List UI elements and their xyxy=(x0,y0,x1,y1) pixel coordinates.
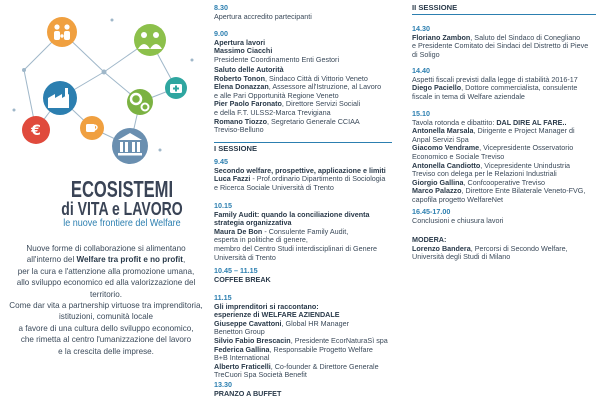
speaker-name: Massimo Ciacchi xyxy=(214,46,273,56)
agenda-item-conclusions xyxy=(412,208,596,225)
speaker-role: , Vicepresidente Osservatorio xyxy=(479,143,574,153)
speaker-name: Diego Paciello xyxy=(412,83,462,93)
gears-icon xyxy=(127,89,153,115)
agenda-title: Saluto delle Autorità xyxy=(214,65,284,74)
agenda-title: Apertura lavori xyxy=(214,37,266,47)
speaker-name: Floriano Zambon xyxy=(412,32,471,42)
agenda-item-second-welfare xyxy=(214,158,392,192)
speaker-role: di Soligo xyxy=(412,49,440,59)
agenda-item-coffee-break xyxy=(214,267,392,284)
intro-line: a favore di una cultura dello sviluppo economico, xyxy=(18,323,194,333)
agenda-title: Secondo welfare, prospettive, applicazione e limiti xyxy=(214,165,386,175)
agenda-time: 15.10 xyxy=(412,109,430,118)
speaker-name: Giuseppe Cavattoni xyxy=(214,318,282,328)
agenda-time: 11.15 xyxy=(214,293,232,302)
speaker-name: Romano Tiozzo xyxy=(214,116,267,126)
government-building-icon xyxy=(112,128,148,164)
speaker-role: Treviso con delega per le Relazioni Industriali xyxy=(412,169,557,179)
agenda-text: Aspetti fiscali previsti dalla legge di stabilità 2016-17 xyxy=(412,74,578,84)
brand-tagline: le nuove frontiere del Welfare xyxy=(63,218,181,229)
intro-line: allo sviluppo economico ed alla valorizzazione del territorio. xyxy=(16,278,196,299)
speaker-role: , Segretario Generale CCIAA xyxy=(266,116,360,126)
intro-line: che rimetta al centro l'umanizzazione del lavoro xyxy=(20,335,192,345)
agenda-time: 14.40 xyxy=(412,66,430,75)
speaker-role: , Presidente EcorNaturaSì spa xyxy=(290,335,388,345)
left-panel xyxy=(0,0,205,400)
speaker-role: , Direttore Servizi Sociali xyxy=(281,99,361,109)
agenda-item-greeting-conegliano xyxy=(412,25,596,59)
agenda-item-moderator xyxy=(412,236,596,262)
brand-title: ECOSISTEMI xyxy=(70,176,174,202)
agenda-time: 9.00 xyxy=(214,29,228,38)
agenda-time: 10.45 – 11.15 xyxy=(214,266,258,275)
brand-subtitle: di VITA e LAVORO xyxy=(61,199,183,219)
speaker-name: Federica Gallina xyxy=(214,344,270,354)
intro-line: per la cura e l'attenzione alla promozione umana, xyxy=(17,266,195,276)
speaker-role: , Dirigente e Project Manager di xyxy=(473,126,575,136)
speaker-role: , Responsabile Progetto Welfare xyxy=(269,344,373,354)
speaker-name: Giacomo Vendrame xyxy=(412,143,480,153)
agenda-time: 9.45 xyxy=(214,157,228,166)
speaker-role: , Dottore commercialista, consulente xyxy=(461,83,578,93)
speaker-role: , Assessore all'Istruzione, al Lavoro xyxy=(268,82,382,92)
intro-line: Nuove forme di collaborazione si alimentano xyxy=(26,244,186,253)
speaker-role: Economico e Sociale Treviso xyxy=(412,151,505,161)
speaker-role: B+B International xyxy=(214,353,270,363)
agenda-title: PRANZO A BUFFET xyxy=(214,388,282,398)
intro-text-span: , xyxy=(182,255,186,265)
intro-line: Come dar vita a partnership virtuose tra imprenditoria, xyxy=(9,301,203,311)
speaker-role: - Consulente Family Audit, xyxy=(262,226,349,236)
agenda-item-entrepreneurs xyxy=(214,294,392,380)
agenda-title: MODERA: xyxy=(412,235,447,244)
agenda-time: 14.30 xyxy=(412,24,430,33)
agenda-item-family-audit xyxy=(214,202,392,262)
speaker-role: , Vicepresidente Unindustria xyxy=(480,160,571,170)
speaker-role: , Global HR Manager xyxy=(281,318,350,328)
agenda-text: Conclusioni e chiusura lavori xyxy=(412,215,504,225)
speaker-name: Roberto Tonon xyxy=(214,73,265,83)
speaker-name: Giorgio Gallina xyxy=(412,177,464,187)
agenda-item-fiscal-aspects xyxy=(412,67,596,101)
speaker-role: Presidente Coordinamento Enti Gestori xyxy=(214,54,340,64)
speaker-role: esperta in politiche di genere, xyxy=(214,235,308,245)
speaker-role: fiscale in tema di Welfare aziendale xyxy=(412,91,525,101)
speaker-role: Università di Trento xyxy=(214,252,276,262)
speaker-name: Luca Fazzi xyxy=(214,174,251,184)
factory-icon xyxy=(43,81,77,115)
speaker-name: Maura De Bon xyxy=(214,226,263,236)
session-header-first: I SESSIONE xyxy=(214,142,392,155)
speaker-role: capofila progetto WelfareNet xyxy=(412,194,503,204)
agenda-item-registration xyxy=(214,4,392,21)
event-brand xyxy=(42,178,202,230)
speaker-role: , Direttore Ente Bilaterale Veneto-FVG, xyxy=(461,186,586,196)
intro-text-span: all'interno del xyxy=(26,255,77,265)
network-illustration xyxy=(0,0,205,180)
intro-text xyxy=(6,243,206,357)
agenda-text: Apertura accredito partecipanti xyxy=(214,11,312,21)
agenda-item-authorities xyxy=(214,66,392,135)
agenda-item-round-table xyxy=(412,110,596,205)
agenda-title: esperienze di WELFARE AZIENDALE xyxy=(214,310,340,320)
coffee-icon xyxy=(80,116,104,140)
agenda-item-opening xyxy=(214,30,392,64)
intro-line xyxy=(6,254,206,265)
agenda-title: DAL DIRE AL FARE.. xyxy=(496,117,567,127)
agenda-title: strategia organizzativa xyxy=(214,218,292,228)
speaker-role: e alle Pari Opportunità Regione Veneto xyxy=(214,90,339,100)
speaker-role: Treviso-Belluno xyxy=(214,125,264,135)
speaker-role: , Confcooperative Treviso xyxy=(463,177,546,187)
speaker-name: Pier Paolo Faronato xyxy=(214,99,282,109)
agenda-time: 10.15 xyxy=(214,201,232,210)
speaker-role: e Presidente Comitato dei Sindaci del Distretto di Pieve xyxy=(412,41,589,51)
agenda-time: 16.45-17.00 xyxy=(412,207,451,216)
speaker-name: Marco Palazzo xyxy=(412,186,462,196)
money-icon xyxy=(22,116,50,144)
speaker-role: , Saluto del Sindaco di Conegliano xyxy=(470,32,581,42)
people-icon xyxy=(134,24,166,56)
agenda-time: 13.30 xyxy=(214,380,232,389)
speaker-name: Antonella Marsala xyxy=(412,126,474,136)
speaker-role: TreCuori Spa Società Benefit xyxy=(214,370,307,380)
speaker-role: - Prof.ordinario Dipartimento di Sociologia xyxy=(250,174,386,184)
speaker-name: Silvio Fabio Brescacin xyxy=(214,335,291,345)
speaker-role: Anpal Servizi Spa xyxy=(412,134,469,144)
agenda-title: COFFEE BREAK xyxy=(214,274,271,284)
speaker-name: Lorenzo Bandera xyxy=(412,243,471,253)
speaker-role: Benetton Group xyxy=(214,327,265,337)
agenda-title: Family Audit: quando la conciliazione diventa xyxy=(214,209,370,219)
speaker-role: , Percorsi di Secondo Welfare, xyxy=(470,243,568,253)
agenda-text: Tavola rotonda e dibattito: xyxy=(412,117,497,127)
agenda-item-lunch xyxy=(214,381,392,398)
speaker-role: Università degli Studi di Milano xyxy=(412,252,511,262)
speaker-role: , Co-founder & Direttore Generale xyxy=(270,361,379,371)
speaker-name: Alberto Fraticelli xyxy=(214,361,271,371)
svg-text:€: € xyxy=(31,123,41,139)
family-icon xyxy=(47,17,77,47)
intro-line: istituzioni, comunità locale xyxy=(58,312,154,322)
intro-line: e la crescita delle imprese. xyxy=(58,346,154,356)
session-header-second: II SESSIONE xyxy=(412,4,596,15)
speaker-role: membro del Centro Studi interdisciplinari di Genere xyxy=(214,243,377,253)
speaker-name: Antonella Candiotto xyxy=(412,160,481,170)
speaker-role: , Sindaco Città di Vittorio Veneto xyxy=(264,73,368,83)
speaker-role: e Ricerca Sociale Università di Trento xyxy=(214,182,334,192)
medical-kit-icon xyxy=(165,77,187,99)
agenda-time: 8.30 xyxy=(214,3,228,12)
agenda-title: Gli imprenditori si raccontano: xyxy=(214,301,319,311)
speaker-name: Elena Donazzan xyxy=(214,82,269,92)
speaker-role: e della F.T. ULSS2-Marca Trevigiana xyxy=(214,107,331,117)
intro-bold: Welfare tra profit e no profit xyxy=(76,255,183,265)
